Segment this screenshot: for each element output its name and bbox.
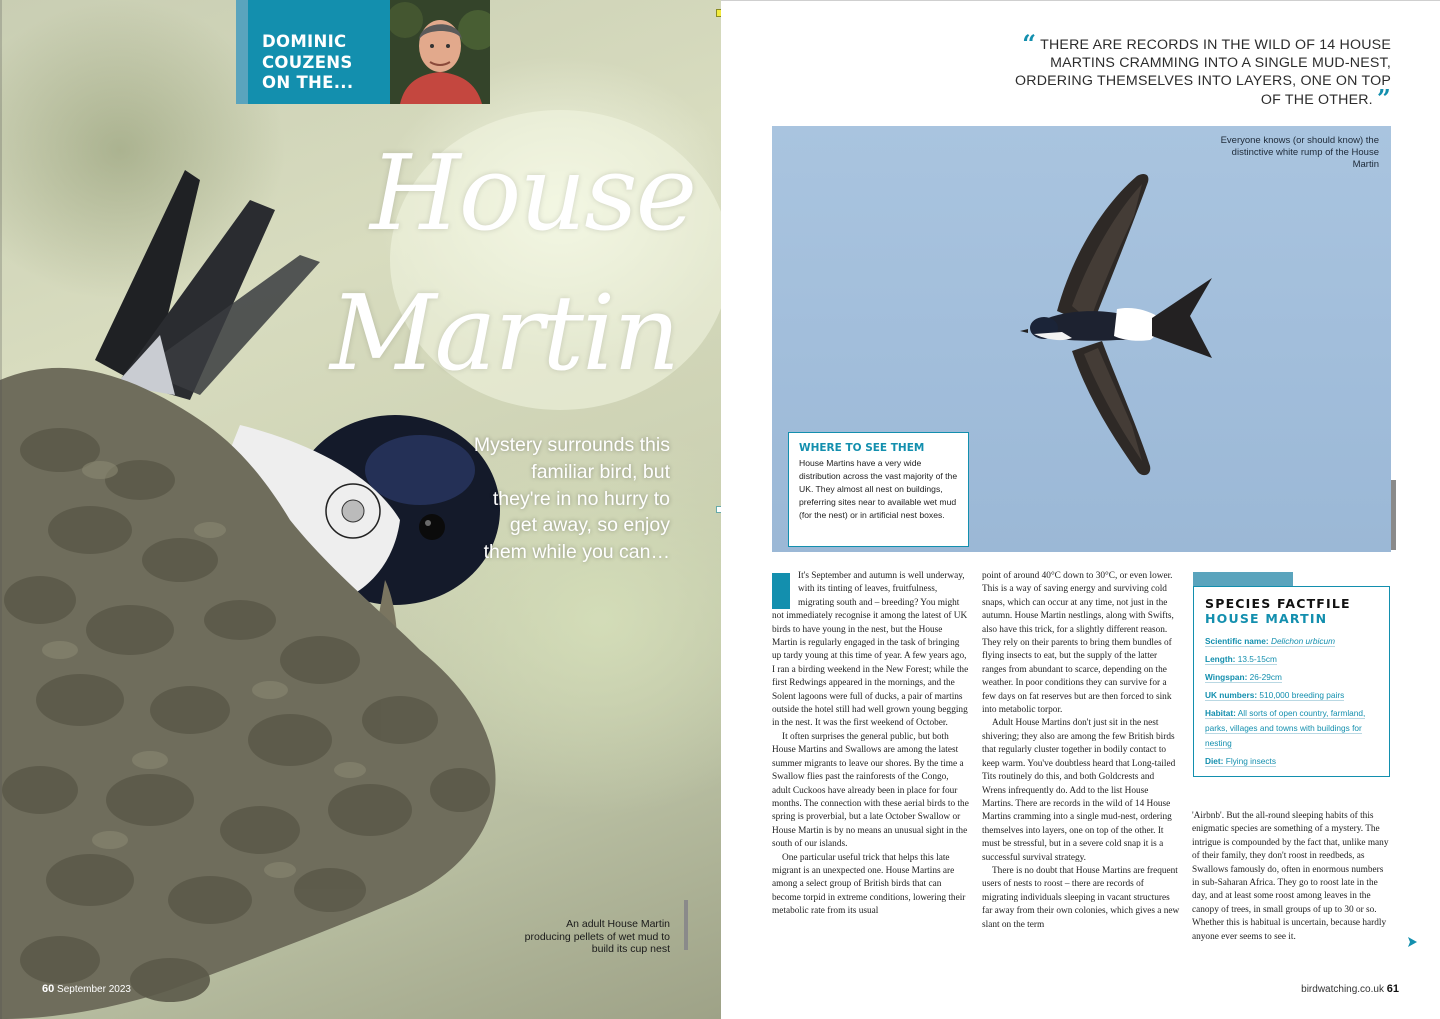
- factfile-row: [1205, 754, 1378, 769]
- body-column-2: [982, 570, 1180, 932]
- folio-left: [42, 983, 131, 995]
- factfile-value: 510,000 breeding pairs: [1259, 690, 1345, 700]
- author-photo: [390, 0, 490, 104]
- author-first-name: DOMINIC: [262, 32, 347, 51]
- factfile-label: Wingspan:: [1205, 672, 1248, 682]
- author-on-the: ON THE...: [262, 73, 354, 92]
- factfile-value: All sorts of open country, farmland, parks, villages and towns with buildings for nesting: [1205, 708, 1366, 748]
- body-paragraph: It often surprises the general public, but both House Martins and Swallows are among the latest summer migrants to leave our shores. By the time a Swallow flies past the rainforests of the Congo, adult Cuckoos have already been in place for four months. The connection with these aerial birds to the spring is proverbial, but a late October Swallow or House Martin is by no means an unusual sight in the south of our islands.: [772, 731, 969, 850]
- where-to-see-body: House Martins have a very wide distribution across the vast majority of the UK. They almost all nest on buildings, preferring sites near to available wet mud (for the nest) or in artificial nest boxes.: [799, 458, 958, 520]
- body-paragraph: point of around 40°C down to 30°C, or even lower. This is a way of saving energy and surviving cold snaps, which can occur at any time, not just in the autumn. House Martin nestlings, along with Swifts, also have this trick, for a slightly different reason. They rely on their parents to bring them bundles of flying insects to eat, but the supply of the latter ranges from abundant to scarce, depending on the weather. In poor conditions they can survive for a few days on fat reserves but are then forced to sink into metabolic torpor.: [982, 571, 1174, 716]
- factfile-row: [1205, 670, 1378, 685]
- folio-right: [1301, 983, 1399, 995]
- body-paragraph: It's September and autumn is well underway, with its tinting of leaves, fruitfulness, migrating south and – breeding? You might not immediately recognise it among the latest of UK birds to have young in the nest, but the House Martin is regularly engaged in the task of bringing up tardy young at this time of year. A few years ago, I ran a birding weekend in the New Forest; while the first Redwings appeared in the mornings, and the Solent lagoons were full of ducks, a pair of martins outside the hotel still had well grown young begging in the nest. It was the first weekend of October.: [772, 571, 969, 729]
- species-factfile: [1193, 586, 1390, 777]
- factfile-row: [1205, 652, 1378, 667]
- factfile-row: [1205, 706, 1378, 751]
- body-paragraph: There is no doubt that House Martins are frequent users of nests to roost – there are records of migrating individuals sleeping in vacant structures far away from their own colonies, which gives a new slant on the term: [982, 865, 1180, 930]
- author-label: [248, 0, 390, 104]
- quote-open-icon: “: [1022, 29, 1037, 58]
- body-paragraph: One particular useful trick that helps this late migrant is an unexpected one. House Martins are among a select group of British birds that can become torpid in extreme conditions, lowering their metabolic rate from its usual: [772, 852, 966, 917]
- body-column-1: [772, 570, 969, 919]
- author-accent-bar: [236, 0, 248, 104]
- pull-quote-text: THERE ARE RECORDS IN THE WILD OF 14 HOUSE MARTINS CRAMMING INTO A SINGLE MUD-NEST, ORDERING THEMSELVES INTO LAYERS, ONE ON TOP OF THE OTHER.: [1015, 37, 1391, 108]
- flying-house-martin-photo: [772, 126, 1391, 552]
- drop-cap-block: [772, 573, 790, 609]
- issue-date: September 2023: [57, 984, 131, 995]
- where-to-see-heading: WHERE TO SEE THEM: [799, 442, 925, 454]
- caption-bar: [684, 900, 688, 950]
- pull-quote: [1001, 29, 1391, 113]
- factfile-title: SPECIES FACTFILE: [1205, 596, 1351, 611]
- website-url[interactable]: birdwatching.co.uk: [1301, 984, 1384, 995]
- author-last-name: COUZENS: [262, 52, 353, 72]
- factfile-value: Flying insects: [1225, 756, 1277, 766]
- top-rule: [721, 0, 1440, 1]
- standfirst: Mystery surrounds this familiar bird, but they're in no hurry to get away, so enjoy them while you can…: [473, 434, 670, 564]
- where-to-see-box: [788, 432, 969, 547]
- factfile-species-name: HOUSE MARTIN: [1205, 611, 1328, 626]
- factfile-label: Diet:: [1205, 756, 1224, 766]
- article-title: [330, 132, 710, 422]
- nest-photo-caption: An adult House Martin producing pellets of wet mud to build its cup nest: [524, 918, 670, 955]
- factfile-label: Length:: [1205, 654, 1236, 664]
- title-line-1: House: [370, 132, 696, 254]
- factfile-label: Scientific name:: [1205, 636, 1269, 646]
- page-number-right: 61: [1386, 983, 1399, 995]
- body-paragraph: Adult House Martins don't just sit in the nest shivering; they also are among the few British birds that regularly cluster together in bodily contact to keep warm. You've doubtless heard that Long-tailed Tits routinely do this, and both Goldcrests and Wrens infrequently do. Add to the list House Martins. There are records in the wild of 14 House Martins cramming into a single mud-nest, ordering themselves into layers, one on top of the other. It must be stressful, but in a severe cold snap it is a successful survival strategy.: [982, 718, 1176, 863]
- factfile-label: Habitat:: [1205, 708, 1236, 718]
- page-edge-line: [0, 0, 2, 1019]
- right-page: [721, 0, 1440, 1019]
- factfile-row: [1205, 634, 1378, 649]
- factfile-label: UK numbers:: [1205, 690, 1258, 700]
- factfile-value: 13.5-15cm: [1237, 654, 1277, 664]
- factfile-value: 26-29cm: [1249, 672, 1282, 682]
- body-paragraph: 'Airbnb'. But the all-round sleeping habits of this enigmatic species are something of a mystery. The intrigue is compounded by the fact that, unlike many of their family, they don't roost in reedbeds, as Swallows famously do, often in enormous numbers in sub-Saharan Africa. They go to roost late in the day, and at least some roost among leaves in the canopy of trees, in small groups of up to 30 or so. Whether this is habitual is uncertain, because hardly anyone ever seems to see it.: [1192, 811, 1389, 942]
- sky-photo-caption: Everyone knows (or should know) the distinctive white rump of the House Martin: [1220, 135, 1379, 170]
- page-number-left: 60: [42, 983, 55, 995]
- factfile-row: [1205, 688, 1378, 703]
- title-line-2: Martin: [330, 272, 679, 394]
- author-header: [236, 0, 490, 104]
- factfile-value: Delichon urbicum: [1270, 636, 1336, 646]
- factfile-tab: [1193, 572, 1293, 586]
- arrow-right-icon[interactable]: [1406, 936, 1420, 950]
- photo-caption-bar: [1391, 480, 1396, 550]
- quote-close-icon: ”: [1376, 83, 1391, 113]
- body-column-3: [1192, 810, 1391, 944]
